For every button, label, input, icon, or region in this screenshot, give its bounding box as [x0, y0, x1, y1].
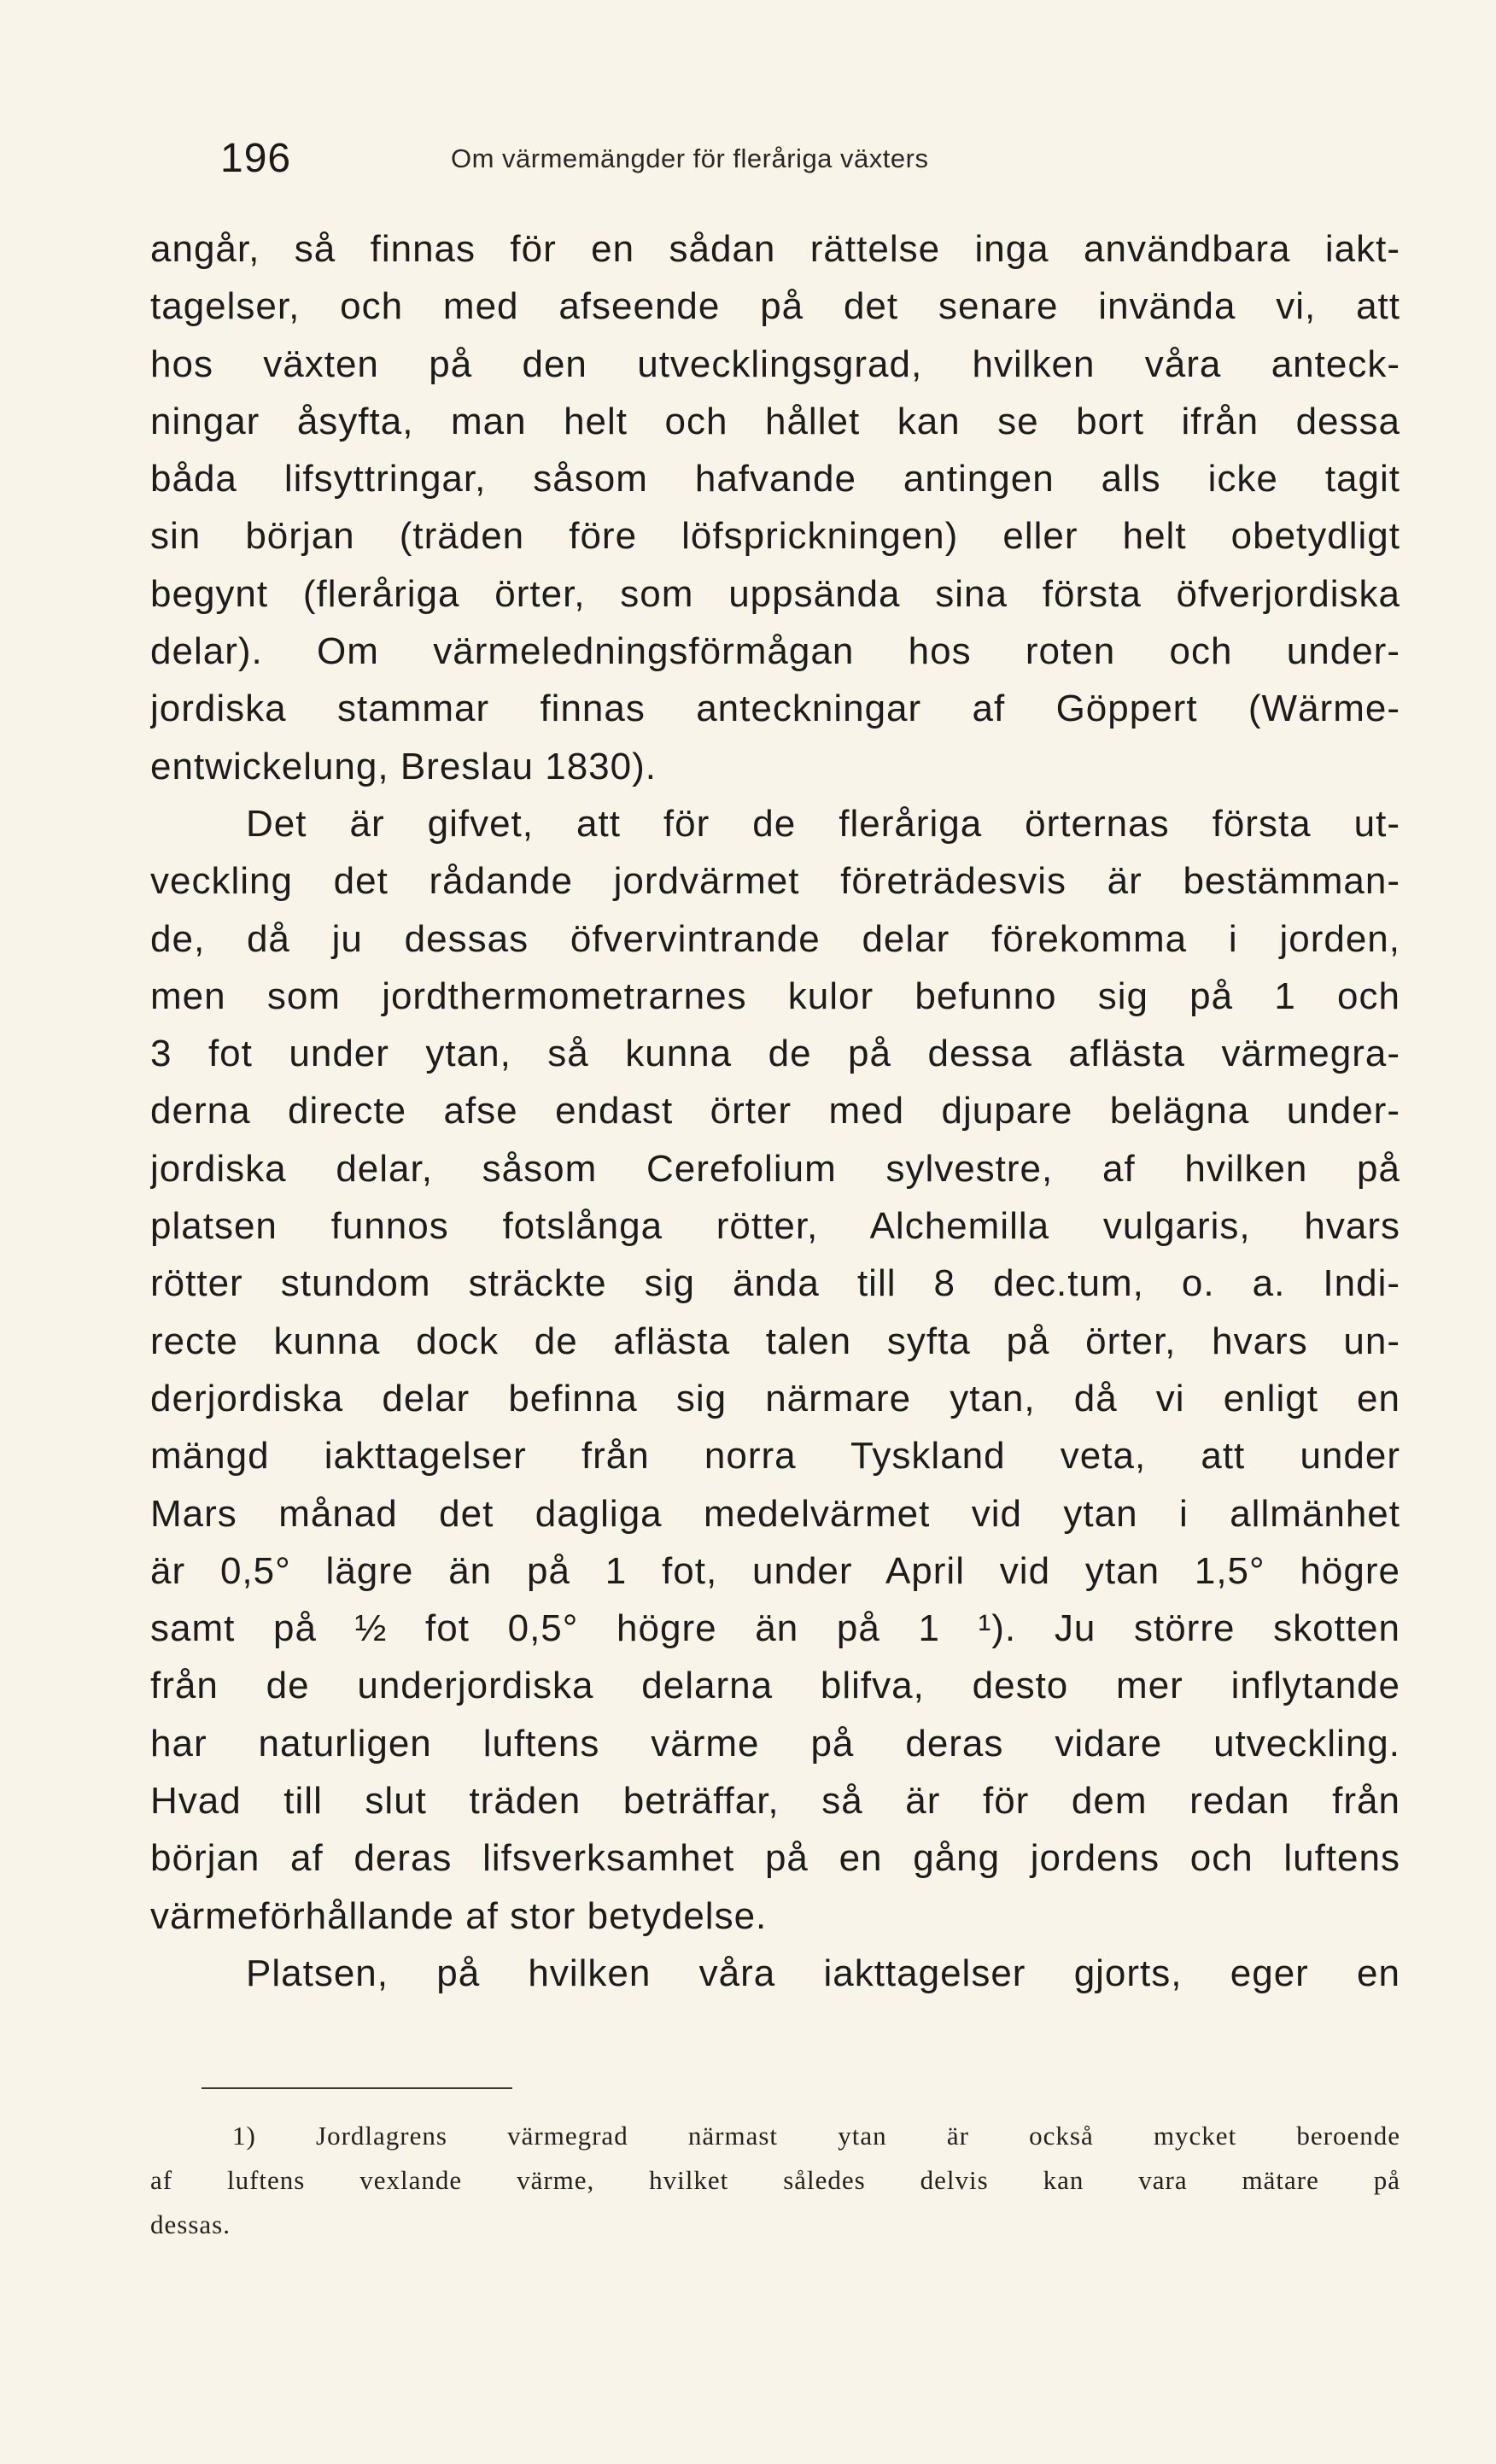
text-line: mängd iakttagelser från norra Tyskland veta, att under: [150, 1435, 1400, 1478]
text-line: Det är gifvet, att för de fleråriga örternas första ut-: [246, 802, 1400, 845]
text-line: jordiska delar, såsom Cerefolium sylvestre, af hvilken på: [150, 1147, 1400, 1190]
text-line: Platsen, på hvilken våra iakttagelser gjorts, eger en: [246, 1952, 1400, 1994]
text-line: har naturligen luftens värme på deras vidare utveckling.: [150, 1722, 1400, 1765]
text-line: Hvad till slut träden beträffar, så är för dem redan från: [150, 1780, 1400, 1823]
text-line: 3 fot under ytan, så kunna de på dessa aflästa värmegra-: [150, 1033, 1400, 1075]
footnote-divider: [202, 2087, 512, 2089]
text-line: Mars månad det dagliga medelvärmet vid ytan i allmänhet: [150, 1492, 1400, 1535]
text-line: tagelser, och med afseende på det senare invända vi, att: [150, 285, 1400, 328]
footnote-line: af luftens vexlande värme, hvilket således delvis kan vara mätare på: [150, 2165, 1400, 2195]
text-line: sin början (träden före löfsprickningen) eller helt obetydligt: [150, 515, 1400, 558]
text-line: ningar åsyfta, man helt och hållet kan se bort ifrån dessa: [150, 400, 1400, 442]
text-line: början af deras lifsverksamhet på en gång jordens och luftens: [150, 1837, 1400, 1880]
text-line: men som jordthermometrarnes kulor befunno sig på 1 och: [150, 974, 1400, 1017]
text-line: rötter stundom sträckte sig ända till 8 dec.tum, o. a. Indi-: [150, 1262, 1400, 1305]
text-line: platsen funnos fotslånga rötter, Alchemilla vulgaris, hvars: [150, 1205, 1400, 1248]
text-line: samt på ½ fot 0,5° högre än på 1 ¹). Ju större skotten: [150, 1607, 1400, 1650]
text-line: delar). Om värmeledningsförmågan hos roten och under-: [150, 630, 1400, 673]
text-line: derjordiska delar befinna sig närmare ytan, då vi enligt en: [150, 1377, 1400, 1419]
body-text: [150, 220, 1400, 2002]
text-line: entwickelung, Breslau 1830).: [150, 745, 657, 787]
text-line: recte kunna dock de aflästa talen syfta på örter, hvars un-: [150, 1320, 1400, 1362]
text-line: de, då ju dessas öfvervintrande delar förekomma i jorden,: [150, 917, 1400, 960]
text-line: derna directe afse endast örter med djupare belägna under-: [150, 1090, 1400, 1133]
text-line: värmeförhållande af stor betydelse.: [150, 1894, 768, 1937]
text-line: hos växten på den utvecklingsgrad, hvilken våra anteck-: [150, 342, 1400, 385]
page-header: [220, 135, 1330, 186]
text-line: är 0,5° lägre än på 1 fot, under April vid ytan 1,5° högre: [150, 1549, 1400, 1592]
running-title: Om värmemängder för fleråriga växters: [451, 143, 929, 173]
footnote-line: dessas.: [150, 2209, 231, 2239]
footnote: [150, 2114, 1400, 2247]
page-number: 196: [220, 136, 292, 181]
text-line: båda lifsyttringar, såsom hafvande antingen alls icke tagit: [150, 458, 1400, 500]
text-line: angår, så finnas för en sådan rättelse inga användbara iakt-: [150, 228, 1400, 270]
footnote-line: 1) Jordlagrens värmegrad närmast ytan är också mycket beroende: [232, 2121, 1400, 2151]
text-line: från de underjordiska delarna blifva, desto mer inflytande: [150, 1665, 1400, 1707]
text-line: begynt (fleråriga örter, som uppsända sina första öfverjordiska: [150, 572, 1400, 615]
text-line: veckling det rådande jordvärmet företrädesvis är bestämman-: [150, 860, 1400, 903]
text-line: jordiska stammar finnas anteckningar af Göppert (Wärme-: [150, 688, 1400, 730]
